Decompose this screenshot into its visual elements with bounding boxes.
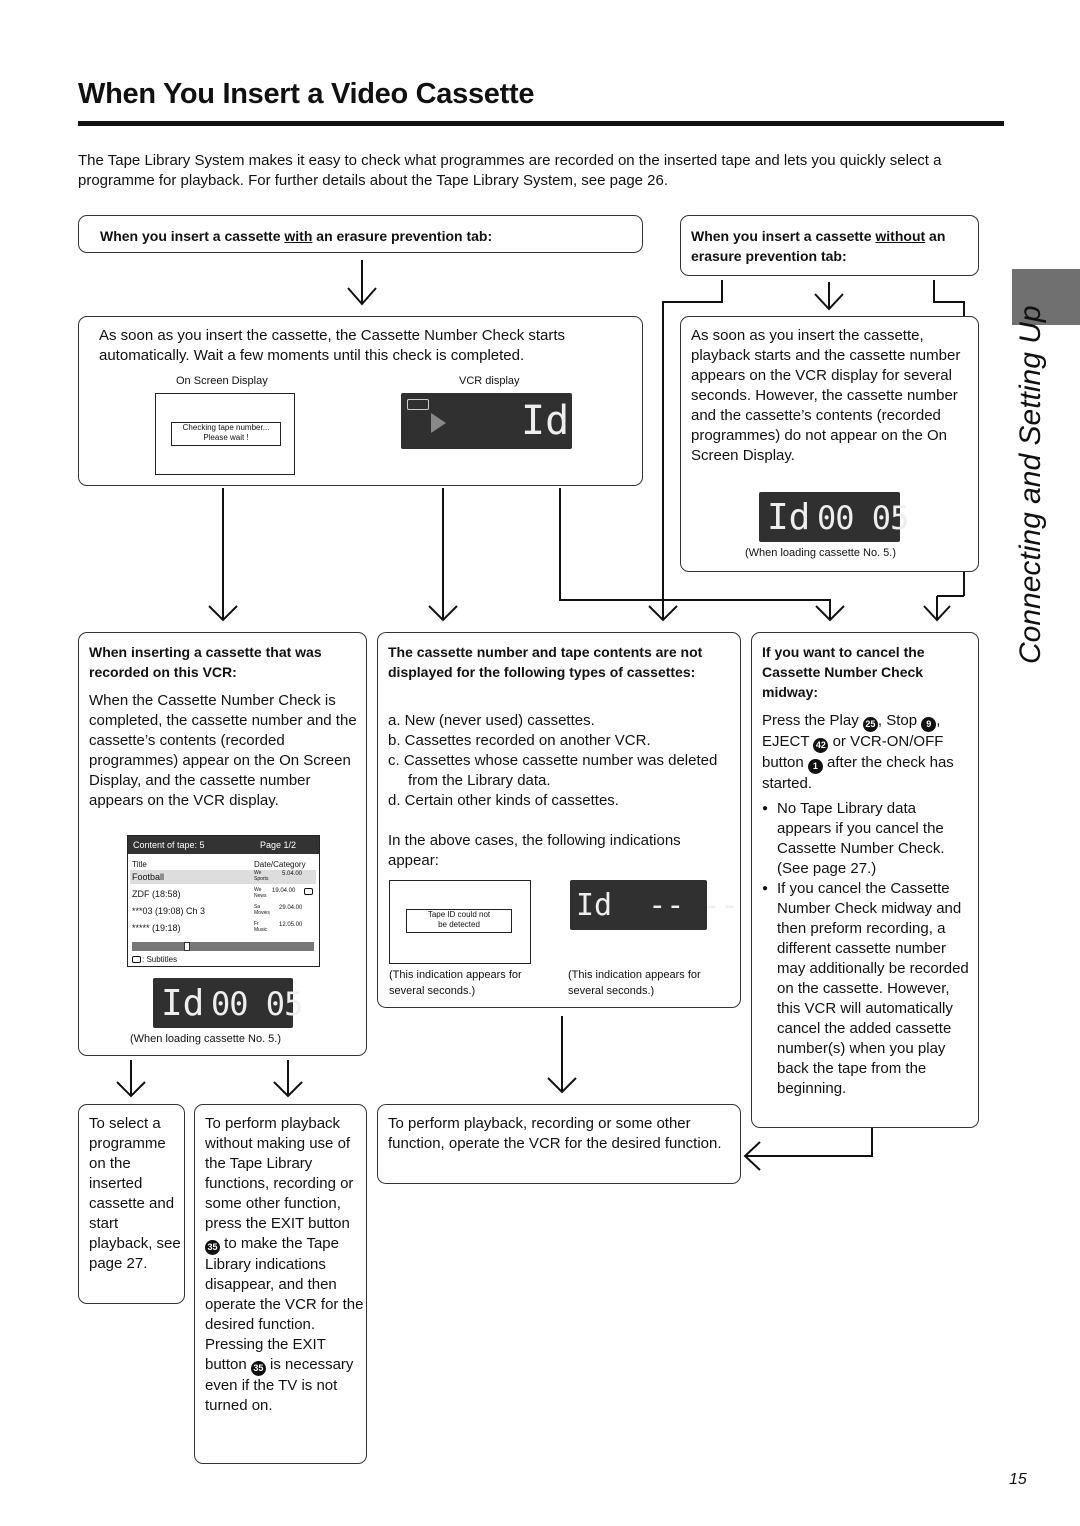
recorded-cassette-box (78, 632, 367, 1056)
osd-row-date: 29.04.00 (279, 905, 303, 911)
list-item: b. Cassettes recorded on another VCR. (388, 732, 651, 749)
list-item: ● If you cancel the Cassette Number Check midway and then preform recording, a different cassette number may additionally be recorded on the cassette. However, this VCR will automatically cancel the added cassette number(s) when you play back the tape from the beginning. (762, 879, 974, 1099)
recorded-caption: (When loading cassette No. 5.) (130, 1033, 282, 1045)
recorded-heading: When inserting a cassette that was recorded on this VCR: (89, 644, 322, 680)
with-tab-text-u: with (284, 228, 313, 244)
exit-text-1: To perform playback without making use of the Tape Library functions, recording or some other function, press the EXIT button (205, 1115, 354, 1232)
not-displayed-list (388, 711, 734, 811)
stop-button-ref: 9 (921, 717, 936, 732)
exit-text-2: to make the Tape Library indications disappear, and then operate the VCR for the desired function. Pressing the EXIT button (205, 1235, 364, 1373)
osd-row-title: ZDF (18:58) (132, 889, 181, 899)
osd-checking-line2: Please wait ! (203, 433, 249, 442)
osd-row[interactable] (132, 888, 316, 902)
cancel-text-4: or VCR-ON/OFF button (762, 733, 944, 771)
osd-row-cat: News (254, 893, 267, 899)
perform-function-box (377, 1104, 741, 1184)
osd-row-title: ***** (19:18) (132, 923, 181, 933)
play-indicator-icon (431, 413, 446, 433)
osd-screen (155, 393, 295, 475)
select-programme-box (78, 1104, 185, 1304)
not-displayed-heading: The cassette number and tape contents are not displayed for the following types of cassettes: (388, 644, 703, 680)
without-tab-box (680, 316, 979, 572)
osd-checking-line1: Checking tape number... (182, 423, 270, 432)
osd-page-label: Page 1/2 (260, 840, 297, 850)
osd-row[interactable] (132, 922, 316, 936)
exit-text (205, 1114, 365, 1416)
osd-scrollbar[interactable] (132, 942, 314, 951)
osd-row-date: 19.04.00 (272, 888, 296, 894)
osd-header-bar (128, 836, 319, 854)
osd-row-cat: Music (254, 927, 268, 933)
exit-playback-box (194, 1104, 367, 1464)
without-box-text: As soon as you insert the cassette, playback starts and the cassette number appears on the VCR display for several seconds. However, the cassette number and the cassette’s contents (recorded programmes) do not appear on the On Screen Display. (691, 327, 961, 464)
cancel-text-5: after the check has started. (762, 754, 954, 792)
tape-content-osd (127, 835, 320, 967)
power-button-ref: 1 (808, 759, 823, 774)
cancel-text-3: , EJECT (762, 712, 941, 750)
list-item: d. Certain other kinds of cassettes. (388, 792, 619, 809)
osd-row-day: Sa (254, 904, 261, 910)
cancel-check-box (751, 632, 979, 1128)
osd-row-day: Fr (254, 921, 259, 927)
lcd-without-num: 00 05 (817, 499, 909, 537)
exit-button-ref: 35 (205, 1240, 220, 1255)
list-item: c. Cassettes whose cassette number was deleted from the Library data. (388, 752, 718, 789)
osd-row-title: Football (132, 872, 165, 882)
cancel-bullets (762, 799, 974, 1099)
lcd-recorded-id: Id (161, 983, 205, 1024)
osd-row-day: We (254, 870, 262, 876)
play-button-ref: 25 (863, 717, 878, 732)
without-caption: (When loading cassette No. 5.) (745, 547, 897, 559)
osd-row-date: 12.05.00 (279, 922, 303, 928)
page-number: 15 (1009, 1471, 1027, 1488)
osd-row-day: We (254, 887, 262, 893)
check-box-text: As soon as you insert the cassette, the Cassette Number Check starts automatically. Wait a few moments until this check is completed. (99, 327, 566, 364)
cancel-text-2: , Stop (877, 712, 922, 729)
intro-paragraph: The Tape Library System makes it easy to check what programmes are recorded on the inserted tape and lets you quickly select a programme for playback. For further details about the Tape Library System, see page 26. (78, 152, 942, 189)
vcr-lcd-no-id (570, 880, 739, 930)
with-tab-header (78, 215, 643, 253)
osd-row[interactable] (132, 871, 316, 885)
select-text: To select a programme on the inserted cassette and start playback, see page 27. (89, 1115, 181, 1272)
subtitle-legend-icon (132, 956, 141, 963)
vcr-display-label: VCR display (459, 375, 520, 387)
with-tab-text-pre: When you insert a cassette (100, 228, 285, 244)
without-tab-text-pre: When you insert a cassette (691, 228, 876, 244)
cancel-text-1: Press the Play (762, 712, 863, 729)
osd-checking-message (171, 422, 281, 446)
recorded-text: When the Cassette Number Check is completed, the cassette number and the cassette’s contents (recorded programmes) appear on the On Screen Display, and the cassette number appears on the VCR display. (89, 692, 357, 809)
tape-id-message (406, 909, 512, 933)
vcr-lcd-recorded (153, 978, 303, 1028)
lcd-check-text: Id (521, 398, 570, 444)
page-title: When You Insert a Video Cassette (78, 78, 535, 110)
not-displayed-box (377, 632, 741, 1008)
not-displayed-caption-right: (This indication appears for several seconds.) (568, 969, 701, 997)
without-tab-text-post: an erasure prevention tab: (691, 228, 946, 264)
tape-id-line2: be detected (438, 920, 480, 929)
exit-button-ref: 35 (251, 1361, 266, 1376)
subtitle-legend-text: : Subtitles (142, 955, 178, 964)
osd-content-label: Content of tape: 5 (133, 840, 205, 850)
without-tab-text-u: without (875, 228, 926, 244)
osd-label: On Screen Display (176, 375, 268, 387)
osd-row-title: ***03 (19:08) Ch 3 (132, 906, 206, 916)
osd-row-cat: Movies (254, 910, 270, 916)
cancel-instruction (762, 711, 974, 794)
eject-button-ref: 42 (813, 738, 828, 753)
vcr-lcd-without (759, 492, 909, 542)
cancel-heading: If you want to cancel the Cassette Number Check midway: (762, 644, 925, 700)
vcr-lcd-check (401, 393, 572, 449)
list-item: a. New (never used) cassettes. (388, 712, 595, 729)
tape-id-line1: Tape ID could not (427, 910, 491, 919)
lcd-without-id: Id (767, 497, 811, 538)
osd-col-title: Title (132, 860, 147, 869)
subtitle-icon (304, 888, 313, 895)
osd-row[interactable] (132, 905, 316, 919)
with-tab-text-post: an erasure prevention tab: (312, 228, 493, 244)
exit-text-3: is necessary even if the TV is not turned on. (205, 1356, 354, 1414)
perform-text: To perform playback, recording or some other function, operate the VCR for the desired function. (388, 1115, 722, 1152)
osd-col-date: Date/Category (254, 860, 306, 869)
without-tab-header (680, 215, 979, 276)
list-item: ● No Tape Library data appears if you cancel the Cassette Number Check. (See page 27.) (762, 799, 974, 879)
lcd-no-id-text: Id -- -- (576, 888, 739, 923)
not-displayed-caption-left: (This indication appears for several seconds.) (389, 969, 522, 997)
not-displayed-note: In the above cases, the following indications appear: (388, 832, 681, 869)
osd-row-cat: Sports (254, 876, 269, 882)
tape-id-osd (389, 880, 531, 964)
osd-row-date: 5.04.00 (282, 871, 303, 877)
lcd-recorded-num: 00 05 (211, 985, 303, 1023)
section-label: Connecting and Setting Up (1014, 305, 1047, 664)
osd-scroll-thumb[interactable] (184, 942, 190, 951)
cassette-icon (407, 399, 429, 410)
cassette-check-box (78, 316, 643, 486)
